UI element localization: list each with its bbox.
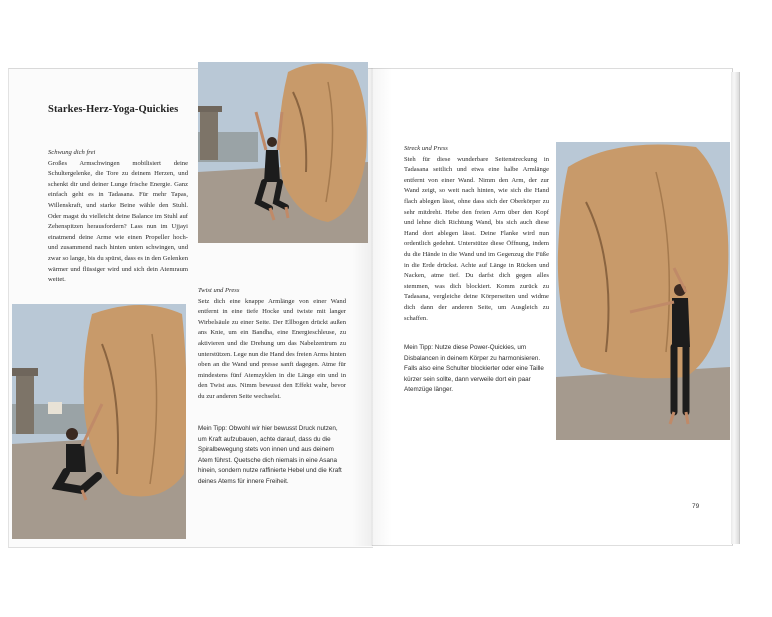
photo-1-illustration	[198, 62, 368, 243]
section-body: Setz dich eine knappe Armlänge von einer Wand entfernt in eine tiefe Hocke und twiste mit langer Wirbelsäule zu einer Seite. Der Ellbogen drückt außen ans Knie, um ein Bandha, eine Energieschleuse, zu aktivieren und die Drehung um das Nabelzentrum zu unterstützen. Lege nun die Hand des freien Arms hinten oben an die Wand und presse sanft dagegen. Atme für mindestens fünf Atemzyklen in die Länge ein und in den Twist aus. Nimm bewusst den Effekt wahr, bevor du zur anderen Seite wechselst.	[198, 297, 346, 400]
tip-streck: Mein Tipp: Nutze diese Power-Quickies, um Disbalancen in deinem Körper zu harmonisieren. Falls also eine Schulter blockierter oder eine Taille kürzer sein sollte, dann verweile dort ein paar Atemzüge länger.	[404, 344, 544, 394]
section-streck	[404, 144, 549, 324]
photo-3-illustration	[556, 142, 730, 440]
photo-chair-pose-rock	[198, 62, 368, 243]
section-body: Großes Armschwingen mobilisiert deine Schultergelenke, die Tore zu deinem Herzen, und schenkt dir und deiner Lunge frische Energie. Ganz einfach geht es in Tadasana. Für mehr Tapas, Willenskraft, und starke Beine wähle den Stuhl. Oder magst du vielleicht deine Balance im Stuhl auf Zehenspitzen herausfordern? Lass nun im Ujjayi einatmend deine Arme wie einen Propeller hoch- und zusammend nach hinten unten schwingen, und zwar so lange, bis du spürst, dass es in den Gelenken wärmer und flüssiger wird und sich dein Atemraum weitet.	[48, 159, 188, 284]
section-subtitle: Schwung dich frei	[48, 149, 96, 156]
photo-2-illustration	[12, 304, 186, 539]
section-body: Steh für diese wunderbare Seitenstreckung in Tadasana seitlich und etwa eine halbe Armlänge entfernt von einer Wand. Nimm den Arm, der zur Wand zeigt, so weit nach hinten, wie sich die Hand flach ablegen lässt, ohne dass sich der Oberkörper zu sehr mitdreht. Hebe den freien Arm über den Kopf und lehne dich Richtung Wand, bis sich auch diese Hand dort ablegen lässt. Deine Flanke wird nun ordentlich gedehnt. Unterstütze diese Öffnung, indem du die Hände in die Wand und im Gegenzug die Füße in die Erde drückst. Achte auf Länge in Rücken und Nacken, atme tief. Du darfst dich gegen alles stemmen, was dich blockiert. Komm zurück zu Tadasana, vergleiche deine Körperseiten und widme dich dann der anderen Seite, um Ausgleich zu schaffen.	[404, 155, 549, 322]
photo-squat-twist-rock	[12, 304, 186, 539]
section-twist	[198, 286, 346, 403]
section-schwung	[48, 148, 188, 286]
page-heading: Starkes-Herz-Yoga-Quickies	[48, 104, 179, 115]
tip-twist: Mein Tipp: Obwohl wir hier bewusst Druck nutzen, um Kraft aufzubauen, achte darauf, dass du die Spiralbewegung stets von innen und aus deinem Atem führst. Quetsche dich niemals in eine Asana hinein, sondern nutze raffinierte Hebel und die Kraft deines Atems für innere Freiheit.	[198, 425, 342, 485]
page-edges	[731, 72, 740, 544]
page-number: 79	[692, 503, 700, 510]
photo-side-stretch-rock	[556, 142, 730, 440]
section-subtitle: Streck und Press	[404, 145, 448, 152]
section-subtitle: Twist und Press	[198, 287, 240, 294]
